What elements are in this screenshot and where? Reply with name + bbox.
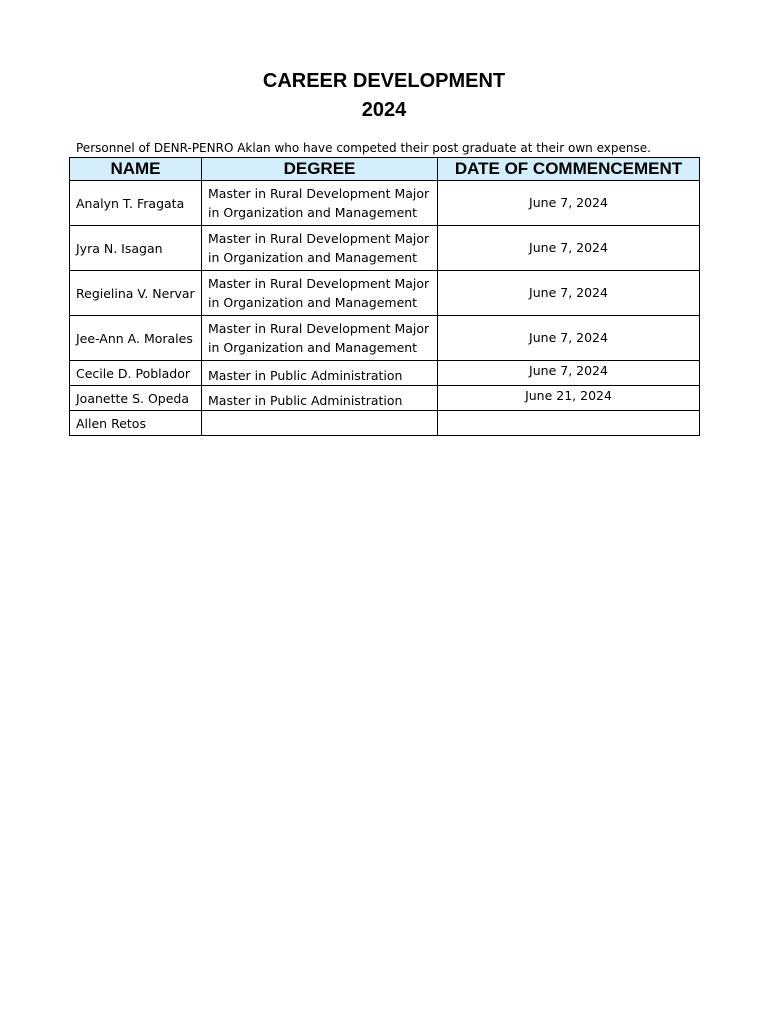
cell-degree: Master in Public Administration: [202, 361, 438, 386]
cell-name: Cecile D. Poblador: [70, 361, 202, 386]
table-row: [70, 181, 700, 226]
cell-name: Analyn T. Fragata: [70, 181, 202, 226]
cell-date: [438, 411, 700, 436]
cell-degree: Master in Rural Development Major in Organization and Management: [202, 316, 438, 361]
cell-name: Joanette S. Opeda: [70, 386, 202, 411]
cell-degree: Master in Rural Development Major in Organization and Management: [202, 271, 438, 316]
cell-date: June 7, 2024: [438, 271, 700, 316]
cell-degree: [202, 411, 438, 436]
cell-date: June 7, 2024: [438, 226, 700, 271]
column-header-date: DATE OF COMMENCEMENT: [438, 158, 700, 181]
cell-date: June 7, 2024: [438, 361, 700, 386]
cell-name: Jyra N. Isagan: [70, 226, 202, 271]
table-row: [70, 386, 700, 411]
cell-name: Regielina V. Nervar: [70, 271, 202, 316]
cell-date: June 7, 2024: [438, 316, 700, 361]
table-row: [70, 226, 700, 271]
cell-degree: Master in Rural Development Major in Organization and Management: [202, 181, 438, 226]
document-title: CAREER DEVELOPMENT: [262, 70, 506, 92]
cell-degree: Master in Public Administration: [202, 386, 438, 411]
table-header-row: [70, 158, 700, 181]
document-year: 2024: [361, 99, 407, 121]
career-development-table: [69, 157, 700, 436]
cell-date: June 7, 2024: [438, 181, 700, 226]
table-row: [70, 361, 700, 386]
cell-name: Allen Retos: [70, 411, 202, 436]
column-header-name: NAME: [70, 158, 202, 181]
table-row: [70, 316, 700, 361]
cell-date: June 21, 2024: [438, 386, 700, 411]
table-row: [70, 411, 700, 436]
cell-degree: Master in Rural Development Major in Organization and Management: [202, 226, 438, 271]
intro-text: Personnel of DENR-PENRO Aklan who have competed their post graduate at their own expense.: [76, 141, 651, 155]
column-header-degree: DEGREE: [202, 158, 438, 181]
cell-name: Jee-Ann A. Morales: [70, 316, 202, 361]
table-row: [70, 271, 700, 316]
